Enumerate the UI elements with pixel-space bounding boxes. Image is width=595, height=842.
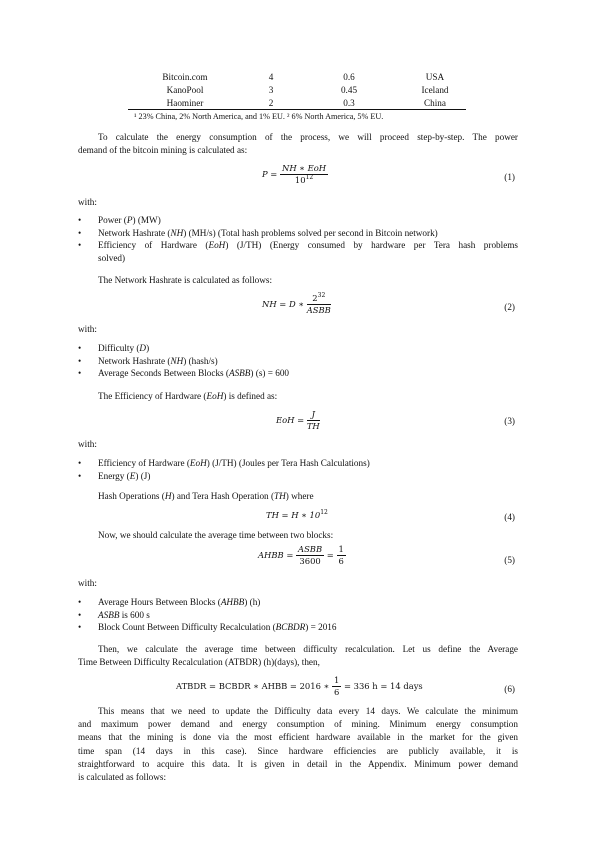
eq1-lhs: P = <box>262 169 278 179</box>
final-line: straightforward to acquire this data. It is given in detail in the Appendix. Minimum power demand <box>78 758 518 769</box>
final-line: time span (14 days in this case). Since hardware efficiencies are publicly available, it is <box>78 745 518 756</box>
table-cell: Iceland <box>421 85 449 95</box>
eq5-denominator-1: 3600 <box>299 556 321 566</box>
eq5-lhs: AHBB = <box>258 550 294 560</box>
list-item: • Average Seconds Between Blocks (ASBB) (s) = 600 <box>78 368 290 379</box>
intro-line-1: To calculate the energy consumption of the process, we will proceed step-by-step. The power <box>98 132 518 142</box>
eq1-denominator: 10 <box>294 175 306 185</box>
table-footnote: ¹ 23% China, 2% North America, and 1% EU. ² 6% North America, 5% EU. <box>134 112 384 121</box>
eq6-numerator: 1 <box>333 675 340 685</box>
final-line: This means that we need to update the Difficulty data every 14 days. We calculate the minimum <box>98 706 518 716</box>
bullet-list-2 <box>78 342 518 380</box>
table-cell: 2 <box>268 98 274 108</box>
table-cell: 0.45 <box>340 85 358 95</box>
eq5-fraction-2 <box>337 544 346 567</box>
eq4-number: (4) <box>504 512 515 522</box>
table-cell: 0.6 <box>343 72 355 82</box>
eq4-exponent: 12 <box>320 509 328 517</box>
eq3-lhs: EoH = <box>276 415 305 425</box>
eq6-lhs: ATBDR = BCBDR ∗ AHBB = 2016 ∗ <box>176 681 330 691</box>
equation-2 <box>262 293 331 316</box>
table-cell: Bitcoin.com <box>162 72 208 82</box>
eq3-denominator: TH <box>306 421 320 431</box>
atbdr-line-2: Time Between Difficulty Recalculation (ATBDR) (h)(days), then, <box>78 657 320 668</box>
list-item-continuation: solved) <box>98 252 126 263</box>
eq5-numerator-1: ASBB <box>298 544 323 554</box>
equation-3 <box>276 409 320 432</box>
nh-intro: The Network Hashrate is calculated as follows: <box>98 275 272 285</box>
eq3-fraction <box>307 409 320 432</box>
equation-5 <box>258 544 346 567</box>
list-item: • Power (P) (MW) <box>78 215 161 225</box>
eq2-exponent: 32 <box>317 292 326 300</box>
with-label: with: <box>78 439 97 449</box>
table-cell: 4 <box>268 72 274 82</box>
eq1-fraction <box>280 163 328 186</box>
intro-line-2: demand of the bitcoin mining is calculated as: <box>78 145 248 156</box>
table-cell: 3 <box>268 85 274 95</box>
with-label: with: <box>78 197 97 207</box>
table-cell: Haominer <box>166 98 204 108</box>
eoh-intro: The Efficiency of Hardware (EoH) is defined as: <box>98 391 278 401</box>
list-item: • Average Hours Between Blocks (AHBB) (h) <box>78 597 261 607</box>
hash-intro: Hash Operations (H) and Tera Hash Operation (TH) where <box>98 491 314 501</box>
table-bottom-rule <box>128 109 466 110</box>
eq5-denominator-2: 6 <box>338 556 344 566</box>
list-item: • Network Hashrate (NH) (hash/s) <box>78 355 218 366</box>
with-label: with: <box>78 578 97 588</box>
eq2-number: (2) <box>504 302 515 312</box>
list-item: • Difficulty (D) <box>78 343 150 353</box>
atbdr-line-1: Then, we calculate the average time between difficulty recalculation. Let us define the Average <box>98 644 518 654</box>
eq1-number: (1) <box>504 172 515 182</box>
list-item: • Block Count Between Difficulty Recalculation (BCBDR) = 2016 <box>78 622 337 633</box>
final-paragraph <box>78 705 518 784</box>
table-cell: China <box>424 98 446 108</box>
final-line: means that the mining is done via the most efficient hardware available in the market for the given <box>78 732 518 743</box>
with-label: with: <box>78 324 97 334</box>
eq1-exponent: 12 <box>305 174 314 182</box>
eq6-rhs: = 336 h = 14 days <box>343 681 423 691</box>
eq1-numerator: NH ∗ EoH <box>282 163 327 173</box>
eq4-text: TH = H ∗ 10 <box>266 510 321 520</box>
list-item: • Network Hashrate (NH) (MH/s) (Total hash problems solved per second in Bitcoin network) <box>78 227 438 238</box>
final-line: is calculated as follows: <box>78 772 167 783</box>
bullet-list-3 <box>78 457 518 482</box>
equation-6 <box>176 675 423 698</box>
final-line: and maximum power demand and energy consumption of mining. Minimum energy consumption <box>78 719 518 730</box>
eq2-fraction <box>307 293 331 316</box>
list-item: • ASBB is 600 s <box>78 609 150 620</box>
bullet-list-4 <box>78 596 518 634</box>
table-cell: KanoPool <box>166 85 204 95</box>
list-item: • Efficiency of Hardware (EoH) (J/TH) (Energy consumed by hardware per Tera hash problems <box>78 240 518 251</box>
eq3-number: (3) <box>504 416 515 426</box>
equation-4 <box>266 510 328 520</box>
eq5-numerator-2: 1 <box>338 544 344 554</box>
eq6-fraction <box>332 675 341 698</box>
eq5-number: (5) <box>504 555 515 565</box>
table-cell: 0.3 <box>343 98 355 108</box>
atbdr-paragraph <box>78 643 518 669</box>
eq3-numerator: J <box>307 409 320 421</box>
eq2-numerator: 2 <box>312 293 318 303</box>
intro-paragraph <box>78 131 518 157</box>
list-item: • Efficiency of Hardware (EoH) (J/TH) (Joules per Tera Hash Calculations) <box>78 458 370 468</box>
eq6-denominator: 6 <box>333 687 340 697</box>
eq6-number: (6) <box>504 684 515 694</box>
avg-intro: Now, we should calculate the average time between two blocks: <box>98 530 334 540</box>
table-cell: USA <box>425 72 445 82</box>
bullet-list-1 <box>78 214 518 264</box>
eq2-denominator: ASBB <box>306 305 331 315</box>
list-item: • Energy (E) (J) <box>78 470 151 481</box>
eq5-fraction-1 <box>296 544 324 567</box>
eq5-equals: = <box>326 550 334 560</box>
equation-1 <box>262 163 328 186</box>
eq2-lhs: NH = D ∗ <box>262 299 305 309</box>
